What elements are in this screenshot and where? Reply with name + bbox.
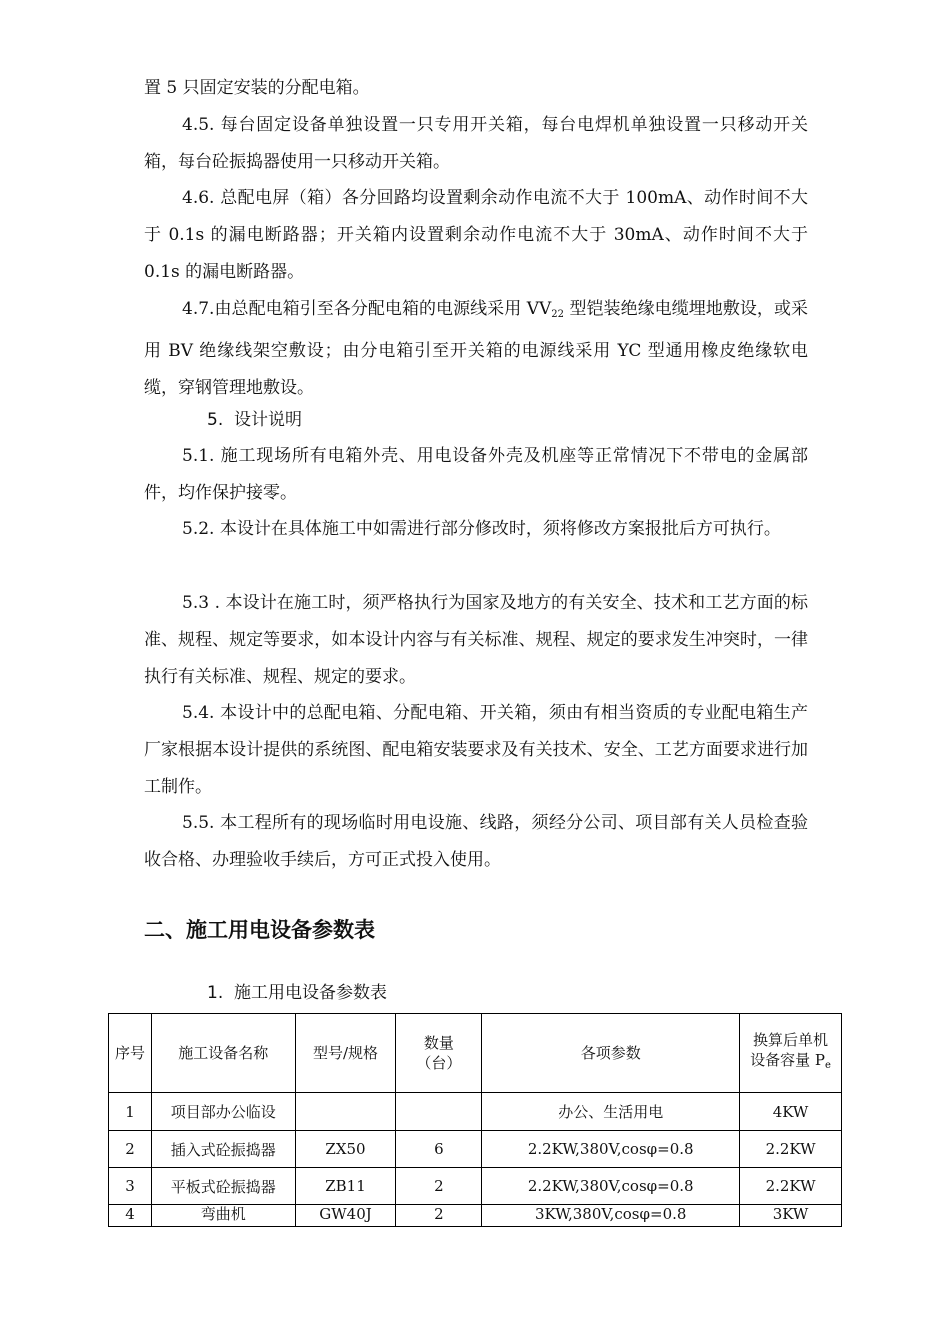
cell-capacity: 2.2KW bbox=[740, 1168, 842, 1205]
cell-no: 1 bbox=[109, 1093, 152, 1131]
table-caption bbox=[207, 978, 387, 1008]
cell-capacity: 3KW bbox=[740, 1205, 842, 1227]
table-caption-title: 施工用电设备参数表 bbox=[234, 983, 388, 1003]
cell-name: 项目部办公临设 bbox=[151, 1093, 295, 1131]
paragraph-5-4: 5.4. 本设计中的总配电箱、分配电箱、开关箱，须由有相当资质的专业配电箱生产厂家根据本设计提供的系统图、配电箱安装要求及有关技术、安全、工艺方面要求进行加工制作。 bbox=[144, 703, 808, 797]
paragraph-4-6: 4.6. 总配电屏（箱）各分回路均设置剩余动作电流不大于 100mA、动作时间不大于 0.1s 的漏电断路器；开关箱内设置剩余动作电流不大于 30mA、动作时间不大于 0.1s 的漏电断路器。 bbox=[144, 188, 808, 282]
table-header-row bbox=[109, 1014, 842, 1093]
vv-subscript: 22 bbox=[551, 309, 564, 320]
cell-model: ZX50 bbox=[295, 1131, 396, 1168]
cell-name: 平板式砼振捣器 bbox=[151, 1168, 295, 1205]
header-qty-line1: 数量 bbox=[423, 1034, 454, 1052]
table-row bbox=[109, 1168, 842, 1205]
cell-qty: 6 bbox=[396, 1131, 482, 1168]
cell-name: 弯曲机 bbox=[151, 1205, 295, 1227]
cell-model: GW40J bbox=[295, 1205, 396, 1227]
cell-params: 2.2KW,380V,cosφ=0.8 bbox=[482, 1131, 740, 1168]
cell-params: 2.2KW,380V,cosφ=0.8 bbox=[482, 1168, 740, 1205]
section-2-heading: 二、施工用电设备参数表 bbox=[144, 918, 375, 942]
table-row bbox=[109, 1205, 842, 1227]
paragraph-5-2: 5.2. 本设计在具体施工中如需进行部分修改时，须将修改方案报批后方可执行。 bbox=[182, 519, 781, 539]
cell-qty bbox=[396, 1093, 482, 1131]
header-capacity-line1: 换算后单机 bbox=[753, 1031, 829, 1049]
paragraph-4-5: 4.5. 每台固定设备单独设置一只专用开关箱，每台电焊机单独设置一只移动开关箱，每台砼振捣器使用一只移动开关箱。 bbox=[144, 115, 808, 172]
cell-no: 3 bbox=[109, 1168, 152, 1205]
paragraph-4-7-part2: 型铠装绝缘电缆埋地敷设，或采用 BV 绝缘线架空敷设；由分电箱引至开关箱的电源线采用 YC 型通用橡皮绝缘软电缆，穿钢管理地敷设。 bbox=[144, 299, 809, 398]
cell-name: 插入式砼振捣器 bbox=[151, 1131, 295, 1168]
cell-model: ZB11 bbox=[295, 1168, 396, 1205]
cell-no: 4 bbox=[109, 1205, 152, 1227]
paragraph-5-3: 5.3 . 本设计在施工时，须严格执行为国家及地方的有关安全、技术和工艺方面的标准、规程、规定等要求，如本设计内容与有关标准、规程、规定的要求发生冲突时，一律执行有关标准、规程、规定的要求。 bbox=[144, 593, 808, 687]
cell-params: 办公、生活用电 bbox=[482, 1093, 740, 1131]
paragraph-4-7-part1: 4.7.由总配电箱引至各分配电箱的电源线采用 VV bbox=[182, 299, 552, 319]
cell-capacity: 4KW bbox=[740, 1093, 842, 1131]
cell-qty: 2 bbox=[396, 1168, 482, 1205]
paragraph-4-7 bbox=[144, 291, 808, 407]
table-row bbox=[109, 1093, 842, 1131]
header-model: 型号/规格 bbox=[295, 1014, 396, 1093]
table-caption-number: 1. bbox=[207, 983, 224, 1003]
header-qty-line2: （台） bbox=[416, 1054, 462, 1072]
header-capacity bbox=[740, 1014, 842, 1093]
paragraph-4-4-tail: 置 5 只固定安装的分配电箱。 bbox=[144, 78, 370, 98]
cell-qty: 2 bbox=[396, 1205, 482, 1227]
paragraph-5-5: 5.5. 本工程所有的现场临时用电设施、线路，须经分公司、项目部有关人员检查验收合格、办理验收手续后，方可正式投入使用。 bbox=[144, 813, 808, 870]
cell-params: 3KW,380V,cosφ=0.8 bbox=[482, 1205, 740, 1227]
equipment-table bbox=[108, 1013, 842, 1227]
paragraph-5-1: 5.1. 施工现场所有电箱外壳、用电设备外壳及机座等正常情况下不带电的金属部件，均作保护接零。 bbox=[144, 446, 808, 503]
header-no: 序号 bbox=[109, 1014, 152, 1093]
header-capacity-sub: e bbox=[825, 1060, 831, 1071]
section-5-number: 5. bbox=[207, 410, 224, 430]
cell-capacity: 2.2KW bbox=[740, 1131, 842, 1168]
cell-model bbox=[295, 1093, 396, 1131]
section-5-heading bbox=[207, 405, 302, 435]
header-qty bbox=[396, 1014, 482, 1093]
table-row bbox=[109, 1131, 842, 1168]
section-5-title: 设计说明 bbox=[234, 410, 303, 430]
header-capacity-line2: 设备容量 P bbox=[750, 1051, 826, 1069]
header-params: 各项参数 bbox=[482, 1014, 740, 1093]
cell-no: 2 bbox=[109, 1131, 152, 1168]
header-name: 施工设备名称 bbox=[151, 1014, 295, 1093]
